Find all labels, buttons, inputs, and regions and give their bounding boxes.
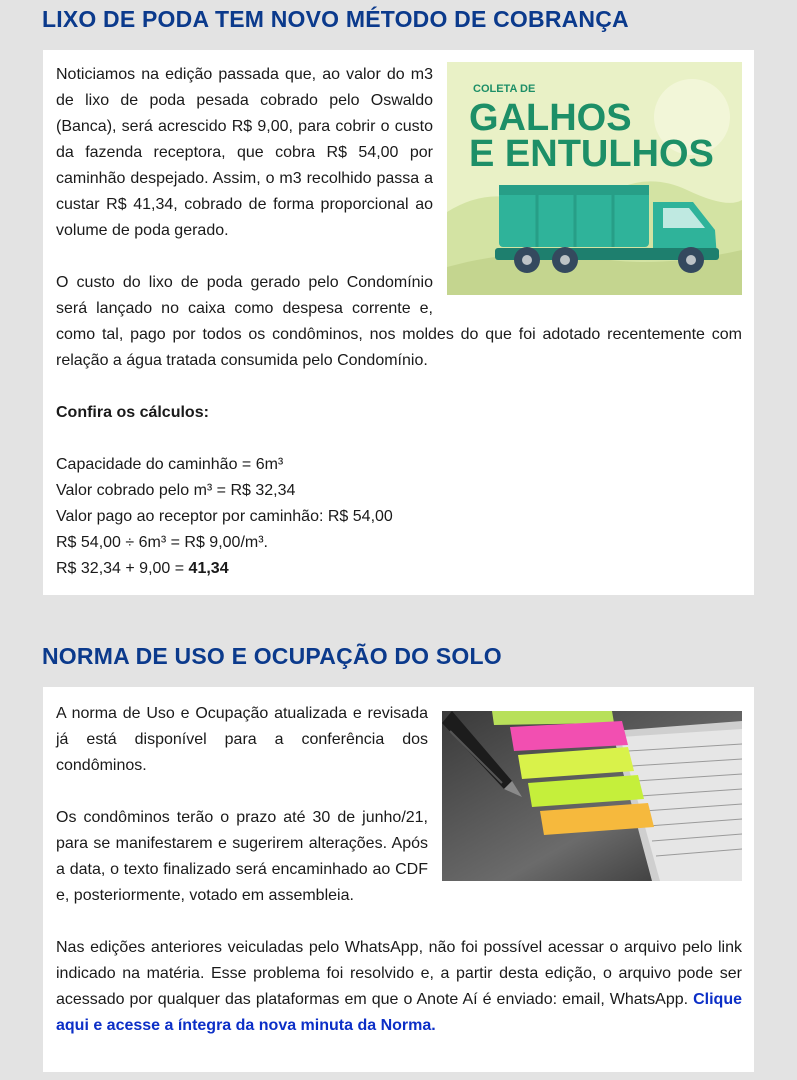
paragraph-3-text: Nas edições anteriores veiculadas pelo WhatsApp, não foi possível acessar o arquivo pelo link indicado na matéria. Esse problema foi resolvido e, a partir desta edição, o arquivo pode ser acessado por qualquer das plataformas em que o Anote Aí é enviado: email, WhatsApp. bbox=[56, 939, 742, 1008]
article-body bbox=[56, 62, 742, 582]
article-body bbox=[56, 701, 742, 1039]
calc-heading: Confira os cálculos: bbox=[56, 404, 209, 421]
article-card-norma bbox=[43, 687, 754, 1072]
image-kicker: COLETA DE bbox=[473, 83, 536, 95]
paragraph-1: A norma de Uso e Ocupação atualizada e revisada já está disponível para a conferência dos condôminos. bbox=[56, 705, 428, 774]
calc-line: Valor pago ao receptor por caminhão: R$ 54,00 bbox=[56, 508, 393, 525]
truck-illustration bbox=[447, 62, 742, 295]
document-stack-photo bbox=[442, 711, 742, 881]
norma-link[interactable]: Clique aqui e acesse a íntegra da nova minuta da Norma. bbox=[56, 991, 742, 1034]
article-card-lixo-de-poda bbox=[43, 50, 754, 595]
section-title-lixo-de-poda: LIXO DE PODA TEM NOVO MÉTODO DE COBRANÇA bbox=[42, 6, 629, 32]
paragraph-3 bbox=[56, 935, 742, 1039]
calc-list bbox=[56, 452, 742, 582]
calc-line-result bbox=[56, 556, 742, 582]
image-line1: GALHOS bbox=[469, 97, 632, 139]
section-title-norma: NORMA DE USO E OCUPAÇÃO DO SOLO bbox=[42, 643, 502, 669]
calc-line: Capacidade do caminhão = 6m³ bbox=[56, 456, 284, 473]
paragraph-1: Noticiamos na edição passada que, ao valor do m3 de lixo de poda pesada cobrado pelo Oswaldo (Banca), será acrescido R$ 9,00, para cobrir o custo da fazenda receptora, que cobra R$ 54,00 por caminhão despejado. Assim, o m3 recolhido passa a custar R$ 41,34, cobrado de forma proporcional ao volume de poda gerado. bbox=[56, 66, 433, 239]
paragraph-2: Os condôminos terão o prazo até 30 de junho/21, para se manifestarem e sugerirem alterações. Após a data, o texto finalizado será encaminhado ao CDF e, posteriormente, votado em assembleia. bbox=[56, 809, 428, 904]
image-line2: E ENTULHOS bbox=[469, 133, 714, 175]
paragraph-2: O custo do lixo de poda gerado pelo Condomínio será lançado no caixa como despesa corrente e, como tal, pago por todos os condôminos, nos moldes do que foi adotado recentemente com relação a água tratada consumida pelo Condomínio. bbox=[56, 274, 742, 369]
calc-result-value: 41,34 bbox=[188, 560, 229, 577]
calc-result-prefix: R$ 32,34 + 9,00 = bbox=[56, 560, 189, 577]
calc-line: R$ 54,00 ÷ 6m³ = R$ 9,00/m³. bbox=[56, 534, 268, 551]
calc-line: Valor cobrado pelo m³ = R$ 32,34 bbox=[56, 482, 296, 499]
